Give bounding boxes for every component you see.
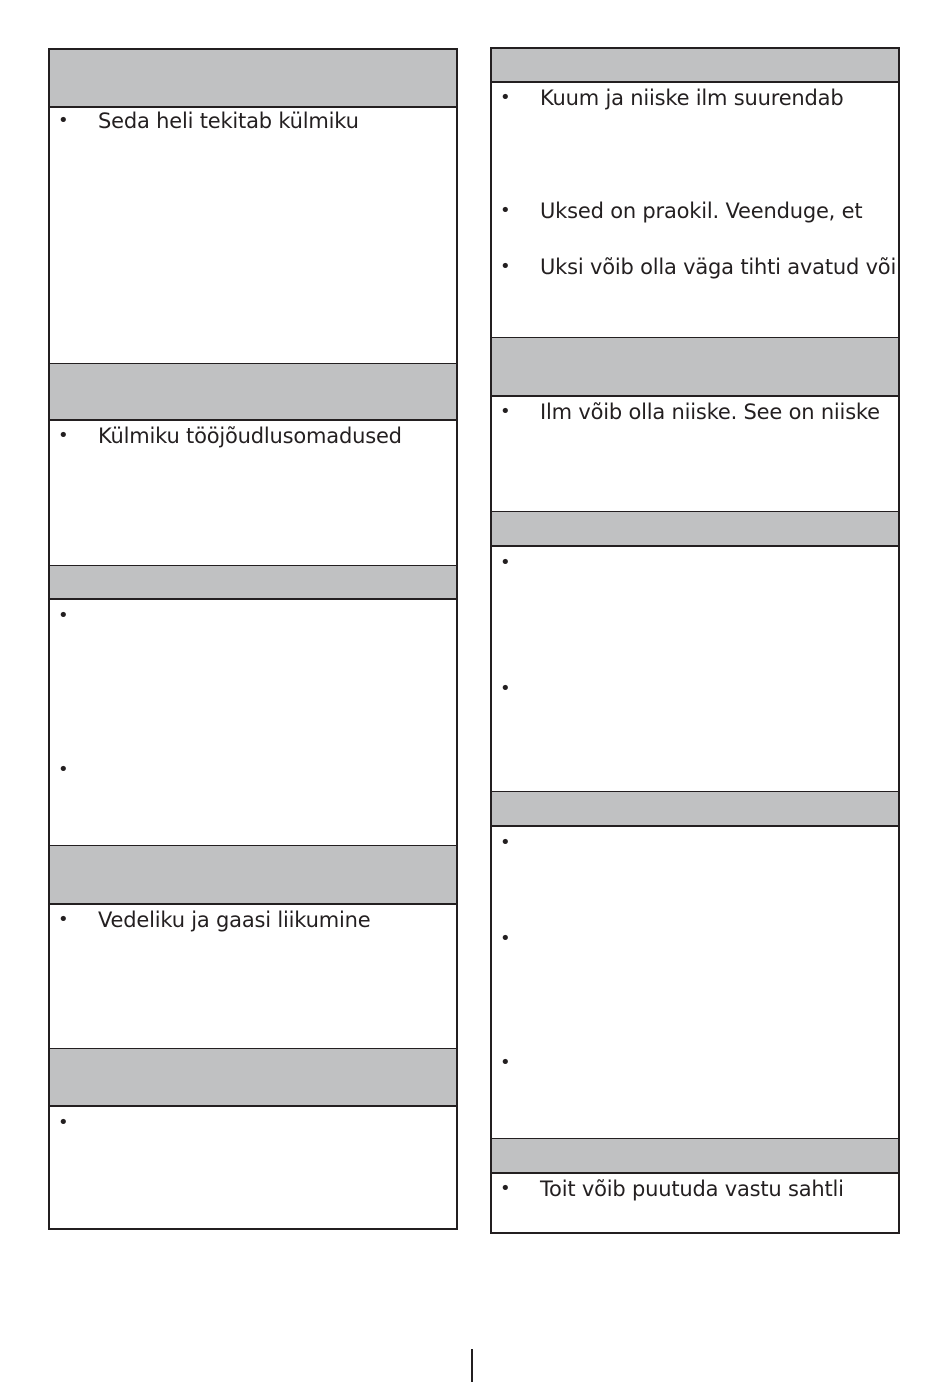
left-section-1-body — [48, 106, 458, 364]
right-column — [490, 47, 900, 1234]
right-section-4-header — [490, 791, 900, 827]
bullet: • — [58, 605, 69, 626]
right-section-5-header — [490, 1138, 900, 1174]
bullet: • — [500, 678, 511, 699]
bullet: • — [500, 200, 511, 221]
bullet: • — [500, 832, 511, 853]
item-text: Uksi võib olla väga tihti avatud või — [540, 255, 897, 279]
bullet: • — [500, 87, 511, 108]
bullet: • — [58, 425, 69, 446]
list-item — [492, 1048, 898, 1078]
list-item — [50, 106, 456, 136]
bullet: • — [500, 928, 511, 949]
list-item — [50, 905, 456, 935]
list-item — [492, 924, 898, 954]
left-section-5-header — [48, 1048, 458, 1107]
list-item — [492, 828, 898, 858]
bullet: • — [500, 1052, 511, 1073]
right-section-4-body — [490, 827, 900, 1139]
left-section-1-header — [48, 48, 458, 108]
item-text: Kuum ja niiske ilm suurendab — [540, 86, 844, 110]
right-section-2-header — [490, 337, 900, 397]
right-section-5-body — [490, 1174, 900, 1234]
list-item — [50, 421, 456, 451]
bullet: • — [500, 1178, 511, 1199]
list-item — [492, 397, 898, 427]
left-section-4-body — [48, 905, 458, 1051]
left-section-3-body — [48, 600, 458, 846]
item-text: Uksed on praokil. Veenduge, et — [540, 199, 863, 223]
list-item — [492, 196, 898, 226]
bullet: • — [58, 909, 69, 930]
list-item — [50, 755, 456, 785]
left-section-5-body — [48, 1107, 458, 1230]
item-text: Toit võib puutuda vastu sahtli — [540, 1177, 844, 1201]
page-divider-mark — [471, 1349, 473, 1382]
bullet: • — [500, 401, 511, 422]
left-section-4-header — [48, 845, 458, 905]
left-section-2-body — [48, 421, 458, 567]
left-column — [48, 48, 458, 1230]
bullet: • — [58, 759, 69, 780]
left-section-3-header — [48, 565, 458, 600]
bullet: • — [500, 552, 511, 573]
list-item — [492, 1174, 898, 1204]
list-item — [50, 1108, 456, 1138]
list-item — [492, 548, 898, 578]
bullet: • — [500, 256, 511, 277]
right-section-1-header — [490, 47, 900, 83]
item-text: Külmiku tööjõudlusomadused — [98, 424, 402, 448]
bullet: • — [58, 1112, 69, 1133]
list-item — [492, 674, 898, 704]
bullet: • — [58, 110, 69, 131]
right-section-3-body — [490, 547, 900, 793]
list-item — [492, 252, 898, 282]
list-item — [50, 601, 456, 631]
right-section-1-body — [490, 83, 900, 339]
list-item — [492, 83, 898, 113]
item-text: Ilm võib olla niiske. See on niiske — [540, 400, 880, 424]
right-section-2-body — [490, 397, 900, 513]
item-text: Seda heli tekitab külmiku — [98, 109, 359, 133]
left-section-2-header — [48, 363, 458, 421]
right-section-3-header — [490, 511, 900, 547]
item-text: Vedeliku ja gaasi liikumine — [98, 908, 371, 932]
